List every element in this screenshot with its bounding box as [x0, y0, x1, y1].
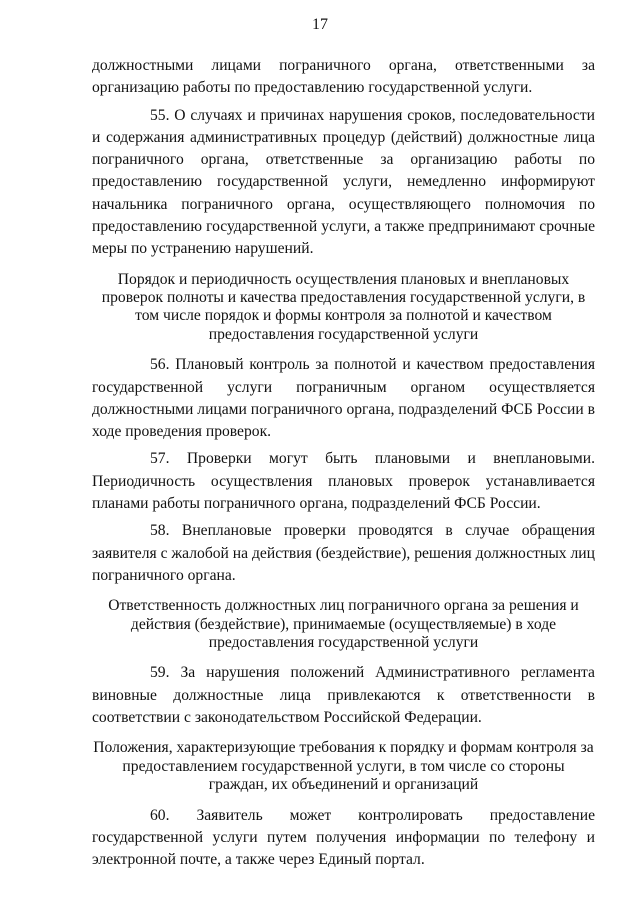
section-heading-control-checks: Порядок и периодичность осуществления плановых и внеплановых проверок полноты и качества предоставления государственной услуги, в том числе порядок и формы контроля за полнотой и качеством предоставления государственной услуги [101, 270, 586, 343]
paragraph-59 [92, 662, 595, 729]
paragraph-number: 56. [150, 356, 170, 374]
paragraph-number: 59. [150, 664, 170, 682]
paragraph-continuation: должностными лицами пограничного органа, ответственными за организацию работы по предоставлению государственной услуги. [92, 57, 595, 97]
paragraph-text: О случаях и причинах нарушения сроков, последовательности и содержания административных процедур (действий) должностные лица пограничного органа, ответственные за организацию работы по предоставлению государственной услуги, немедленно информируют начальника пограничного органа, осуществляющего полномочия по предоставлению государственной услуги, а также предпринимают срочные меры по устранению нарушений. [92, 106, 595, 258]
paragraph-number: 55. [150, 106, 170, 124]
paragraph-text: Плановый контроль за полнотой и качеством предоставления государственной услуги пограничным органом осуществляется должностными лицами пограничного органа, подразделений ФСБ России в ходе проведения проверок. [92, 356, 595, 441]
paragraph-56 [92, 354, 595, 443]
paragraph-text: Внеплановые проверки проводятся в случае обращения заявителя с жалобой на действия (бездействие), решения должностных лиц пограничного органа. [92, 522, 595, 584]
paragraph-number: 60. [150, 806, 170, 824]
document-body [92, 55, 595, 876]
page-number: 17 [312, 16, 328, 33]
paragraph-text: Проверки могут быть плановыми и внеплановыми. Периодичность осуществления плановых проверок устанавливается планами работы пограничного органа, подразделений ФСБ России. [92, 450, 595, 513]
paragraph-55 [92, 105, 595, 261]
paragraph-number: 57. [150, 450, 170, 468]
paragraph-57 [92, 448, 595, 515]
paragraph-60 [92, 805, 595, 872]
paragraph-58 [92, 520, 595, 587]
paragraph-text: За нарушения положений Административного регламента виновные должностные лица привлекаются к ответственности в соответствии с законодательством Российской Федерации. [92, 664, 595, 727]
section-heading-citizen-control: Положения, характеризующие требования к порядку и формам контроля за предоставлением государственной услуги, в том числе со стороны граждан, их объединений и организаций [93, 739, 594, 794]
paragraph-number: 58. [150, 522, 170, 540]
section-heading-responsibility: Ответственность должностных лиц пограничного органа за решения и действия (бездействие), принимаемые (осуществляемые) в ходе предоставления государственной услуги [108, 597, 579, 652]
paragraph-text: Заявитель может контролировать предоставление государственной услуги путем получения информации по телефону и электронной почте, а также через Единый портал. [92, 806, 595, 869]
